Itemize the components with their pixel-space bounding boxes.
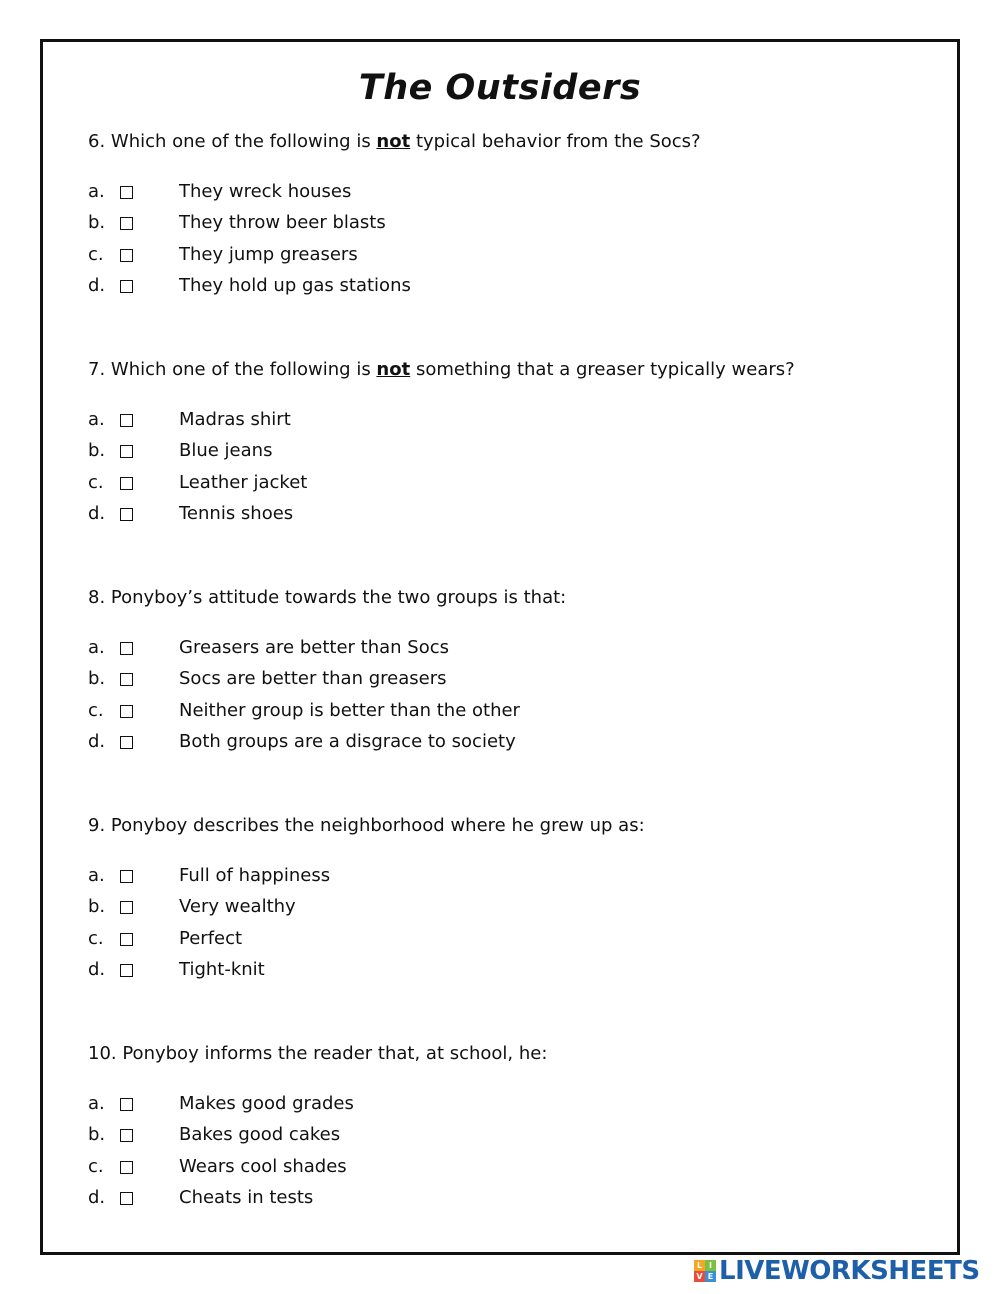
option-letter: d. [88, 959, 106, 980]
answer-checkbox[interactable] [120, 901, 133, 914]
option-letter: b. [88, 1124, 106, 1145]
option-a [43, 637, 743, 665]
question-text: 6. Which one of the following is not typical behavior from the Socs? [88, 131, 701, 152]
option-letter: a. [88, 181, 105, 202]
option-letter: b. [88, 212, 106, 233]
liveworksheets-logo[interactable] [694, 1257, 980, 1285]
option-letter: d. [88, 731, 106, 752]
worksheet-title: The Outsiders [358, 68, 642, 108]
option-text: Very wealthy [179, 896, 296, 917]
option-text: Greasers are better than Socs [179, 637, 449, 658]
option-text: Both groups are a disgrace to society [179, 731, 516, 752]
option-c [43, 244, 743, 272]
logo-tile-e: E [705, 1271, 716, 1282]
option-text: Leather jacket [179, 472, 308, 493]
option-letter: d. [88, 503, 106, 524]
liveworksheets-wordmark: LIVEWORKSHEETS [719, 1256, 980, 1286]
option-letter: c. [88, 1156, 104, 1177]
answer-checkbox[interactable] [120, 280, 133, 293]
option-a [43, 181, 743, 209]
option-b [43, 668, 743, 696]
answer-checkbox[interactable] [120, 933, 133, 946]
option-letter: b. [88, 668, 106, 689]
option-b [43, 1124, 743, 1152]
answer-checkbox[interactable] [120, 1161, 133, 1174]
option-text: Socs are better than greasers [179, 668, 447, 689]
option-text: Blue jeans [179, 440, 273, 461]
answer-checkbox[interactable] [120, 508, 133, 521]
question-text: 10. Ponyboy informs the reader that, at school, he: [88, 1043, 548, 1064]
answer-checkbox[interactable] [120, 1098, 133, 1111]
option-a [43, 865, 743, 893]
answer-checkbox[interactable] [120, 414, 133, 427]
emphasis-not: not [376, 131, 411, 152]
option-text: They throw beer blasts [179, 212, 386, 233]
answer-checkbox[interactable] [120, 642, 133, 655]
option-text: Makes good grades [179, 1093, 354, 1114]
logo-tile-l: L [694, 1260, 705, 1271]
option-letter: d. [88, 1187, 106, 1208]
logo-tile-v: V [694, 1271, 705, 1282]
answer-checkbox[interactable] [120, 736, 133, 749]
emphasis-not: not [376, 359, 411, 380]
option-b [43, 440, 743, 468]
option-text: Full of happiness [179, 865, 331, 886]
option-text: Madras shirt [179, 409, 291, 430]
option-text: They hold up gas stations [179, 275, 411, 296]
option-a [43, 1093, 743, 1121]
option-c [43, 700, 743, 728]
option-letter: d. [88, 275, 106, 296]
option-letter: c. [88, 472, 104, 493]
option-b [43, 896, 743, 924]
option-c [43, 1156, 743, 1184]
answer-checkbox[interactable] [120, 964, 133, 977]
option-text: Tight-knit [179, 959, 265, 980]
worksheet-frame [40, 39, 960, 1255]
option-letter: c. [88, 244, 104, 265]
option-letter: c. [88, 700, 104, 721]
liveworksheets-logo-icon [694, 1260, 716, 1282]
option-letter: a. [88, 409, 105, 430]
option-letter: a. [88, 637, 105, 658]
option-text: They jump greasers [179, 244, 358, 265]
logo-tile-i: I [705, 1260, 716, 1271]
question-text: 9. Ponyboy describes the neighborhood where he grew up as: [88, 815, 645, 836]
option-text: Wears cool shades [179, 1156, 347, 1177]
option-c [43, 472, 743, 500]
answer-checkbox[interactable] [120, 705, 133, 718]
option-text: Perfect [179, 928, 243, 949]
option-d [43, 1187, 743, 1215]
option-letter: b. [88, 896, 106, 917]
answer-checkbox[interactable] [120, 870, 133, 883]
option-d [43, 503, 743, 531]
option-text: They wreck houses [179, 181, 352, 202]
option-text: Tennis shoes [179, 503, 294, 524]
option-text: Bakes good cakes [179, 1124, 341, 1145]
option-b [43, 212, 743, 240]
option-d [43, 959, 743, 987]
option-a [43, 409, 743, 437]
option-text: Cheats in tests [179, 1187, 314, 1208]
answer-checkbox[interactable] [120, 445, 133, 458]
option-c [43, 928, 743, 956]
question-text: 7. Which one of the following is not something that a greaser typically wears? [88, 359, 795, 380]
option-letter: a. [88, 865, 105, 886]
answer-checkbox[interactable] [120, 217, 133, 230]
answer-checkbox[interactable] [120, 186, 133, 199]
option-text: Neither group is better than the other [179, 700, 520, 721]
answer-checkbox[interactable] [120, 673, 133, 686]
option-letter: a. [88, 1093, 105, 1114]
option-d [43, 275, 743, 303]
option-letter: b. [88, 440, 106, 461]
answer-checkbox[interactable] [120, 1192, 133, 1205]
option-d [43, 731, 743, 759]
option-letter: c. [88, 928, 104, 949]
question-text: 8. Ponyboy’s attitude towards the two groups is that: [88, 587, 567, 608]
answer-checkbox[interactable] [120, 249, 133, 262]
answer-checkbox[interactable] [120, 477, 133, 490]
answer-checkbox[interactable] [120, 1129, 133, 1142]
